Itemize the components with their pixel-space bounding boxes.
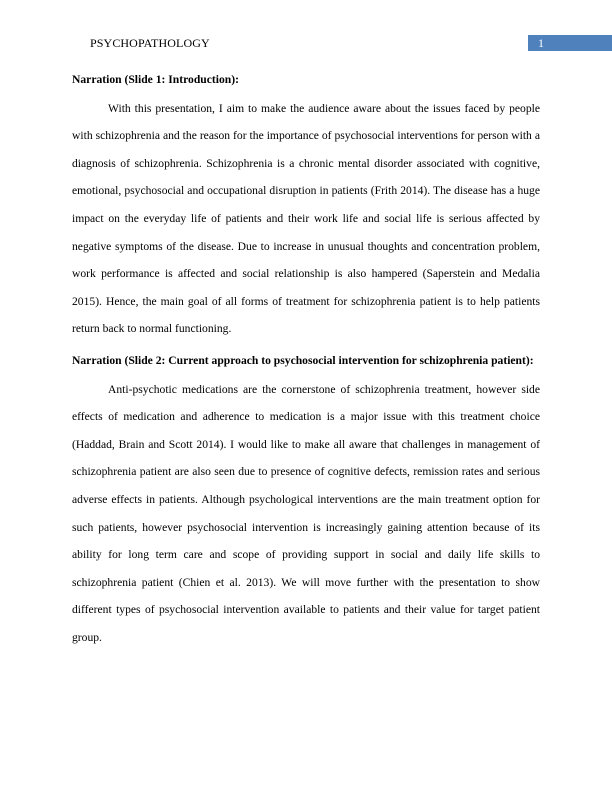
page-number: 1 — [538, 36, 544, 50]
section-heading-slide-2: Narration (Slide 2: Current approach to psychosocial intervention for schizophrenia patient): — [72, 353, 534, 367]
section-paragraph-slide-1: With this presentation, I aim to make the audience aware about the issues faced by people with schizophrenia and the reason for the importance of psychosocial interventions for person with a diagnosis of schizophrenia. Schizophrenia is a chronic mental disorder associated with cognitive, emotional, psychosocial and occupational disruption in patients (Frith 2014). The disease has a huge impact on the everyday life of patients and their work life and social life is serious affected by negative symptoms of the disease. Due to increase in unusual thoughts and concentration problem, work performance is affected and social relationship is also hampered (Saperstein and Medalia 2015). Hence, the main goal of all forms of treatment for schizophrenia patient is to help patients return back to normal functioning. — [72, 101, 540, 336]
page-number-bar — [528, 35, 612, 51]
running-head: PSYCHOPATHOLOGY — [90, 36, 210, 50]
document-body — [72, 66, 540, 651]
section-heading-slide-1: Narration (Slide 1: Introduction): — [72, 73, 239, 86]
section-paragraph-slide-2: Anti-psychotic medications are the cornerstone of schizophrenia treatment, however side effects of medication and adherence to medication is a major issue with this treatment choice (Haddad, Brain and Scott 2014). I would like to make all aware that challenges in management of schizophrenia patient are also seen due to presence of cognitive defects, remission rates and serious adverse effects in patients. Although psychological interventions are the main treatment option for such patients, however psychosocial intervention is increasingly gaining attention because of its ability for long term care and scope of providing support in social and daily life skills to schizophrenia patient (Chien et al. 2013). We will move further with the presentation to show different types of psychosocial intervention available to patients and their value for target patient group. — [72, 382, 540, 644]
